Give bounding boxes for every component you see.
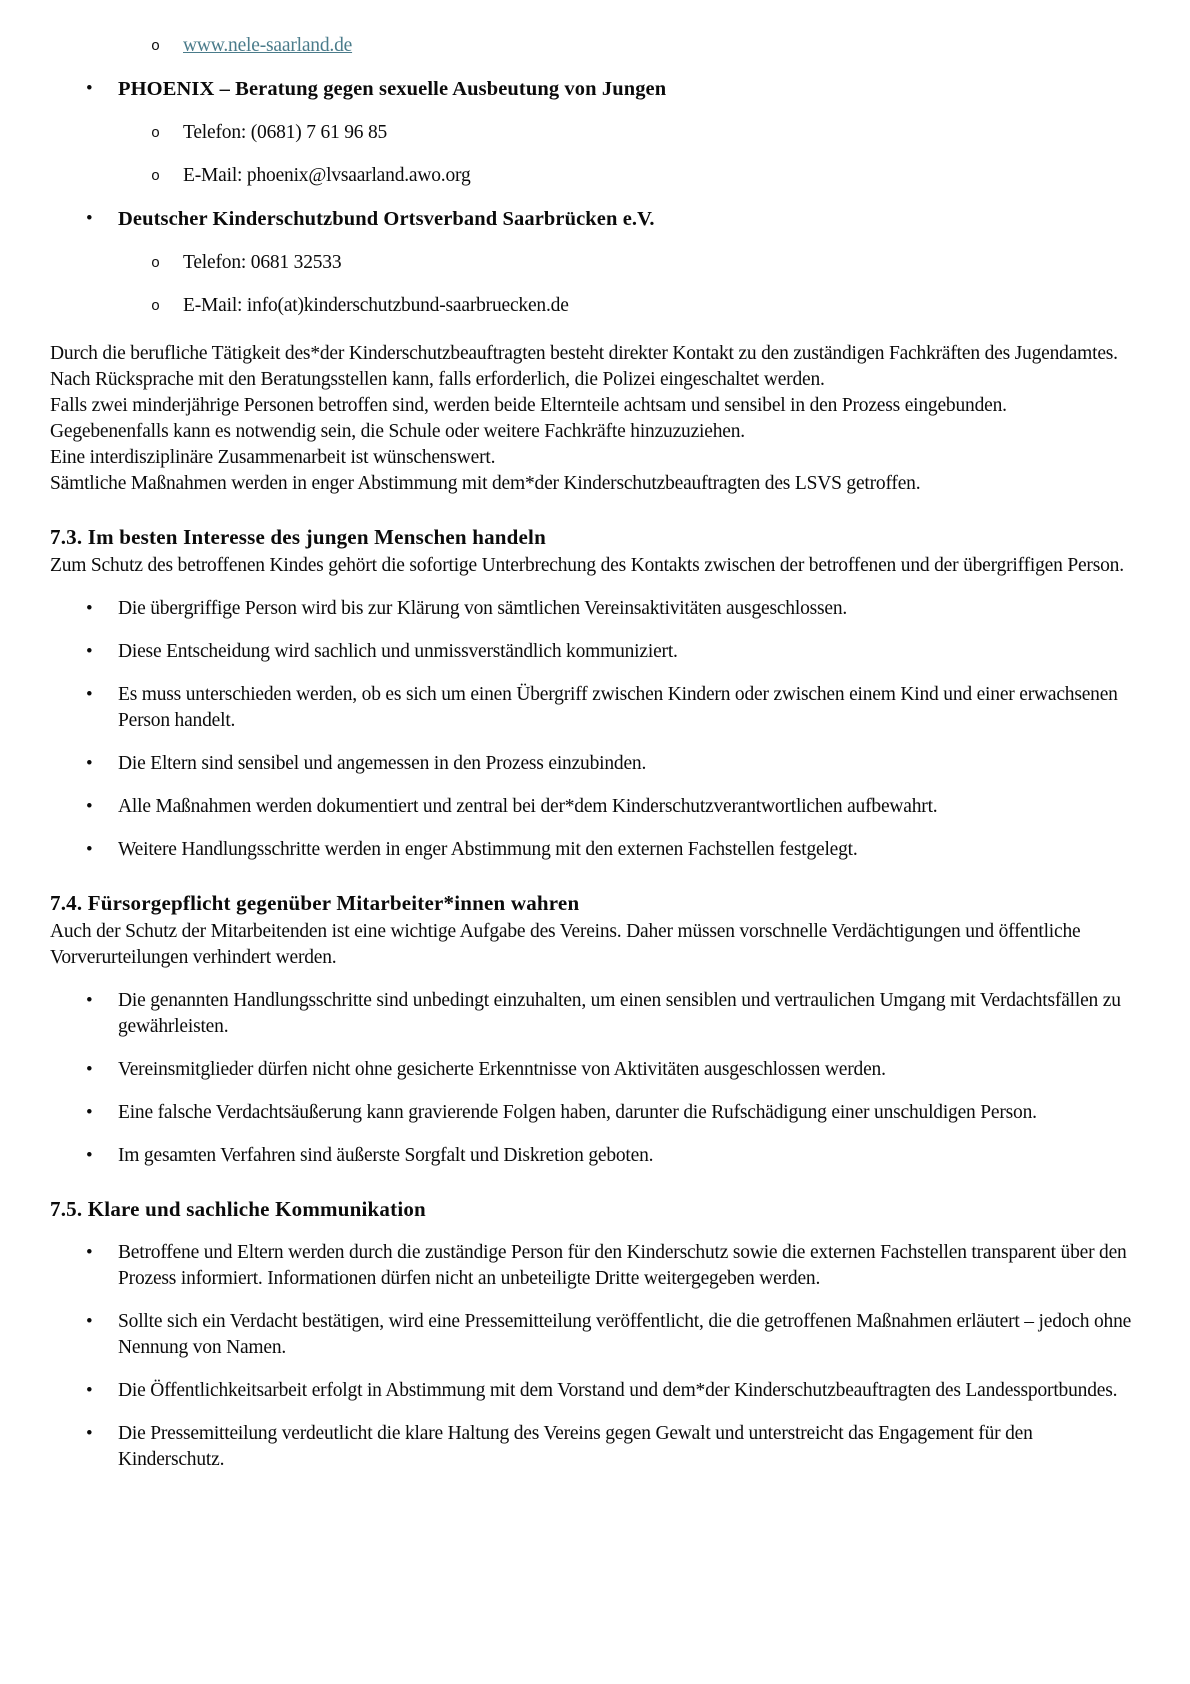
bullet-text: Eine falsche Verdachtsäußerung kann gravierende Folgen haben, darunter die Rufschädigung einer unschuldigen Person. [118,1102,1037,1123]
circle-bullet-icon: o [151,298,160,315]
bullet-icon: • [86,1102,93,1123]
paragraph-line: Nach Rücksprache mit den Beratungsstellen kann, falls erforderlich, die Polizei eingeschaltet werden. [50,369,825,390]
bullet-icon: • [86,1145,93,1166]
list-item [50,1309,1142,1361]
bullet-icon: • [86,598,93,619]
bullet-text: Sollte sich ein Verdacht bestätigen, wird eine Pressemitteilung veröffentlicht, die die getroffenen Maßnahmen erläutert – jedoch ohne Nennung von Namen. [118,1311,1132,1358]
section-bullets-7-3 [50,596,1142,863]
org-title: Deutscher Kinderschutzbund Ortsverband Saarbrücken e.V. [118,208,655,230]
bullet-text: Die Eltern sind sensibel und angemessen in den Prozess einzubinden. [118,753,647,774]
paragraph-line: Sämtliche Maßnahmen werden in enger Abstimmung mit dem*der Kinderschutzbeauftragten des LSVS getroffen. [50,473,921,494]
list-item [50,1100,1142,1126]
bullet-text: Betroffene und Eltern werden durch die zuständige Person für den Kinderschutz sowie die externen Fachstellen transparent über den Prozess informiert. Informationen dürfen nicht an unbeteiligte Dritte weitergegeben werden. [118,1242,1127,1289]
bullet-icon: • [86,1380,93,1401]
bullet-icon: • [86,684,93,705]
org-email: E-Mail: phoenix@lvsaarland.awo.org [183,165,471,186]
list-item-phone [50,250,1142,276]
bullet-icon: • [86,1242,93,1263]
list-item-phone [50,120,1142,146]
bullet-icon: • [86,1423,93,1444]
list-item [50,639,1142,665]
section-bullets-7-4 [50,988,1142,1169]
list-item [50,1240,1142,1292]
bullet-text: Vereinsmitglieder dürfen nicht ohne gesicherte Erkenntnisse von Aktivitäten ausgeschlossen werden. [118,1059,886,1080]
section-intro-7-3: Zum Schutz des betroffenen Kindes gehört die sofortige Unterbrechung des Kontakts zwischen der betroffenen und der übergriffigen Person. [50,555,1124,576]
bullet-icon: • [86,78,93,99]
list-item [50,596,1142,622]
list-item-email [50,163,1142,189]
list-item-org-kinderschutzbund [50,206,1142,233]
org-phone: Telefon: 0681 32533 [183,252,342,273]
bullet-text: Die Pressemitteilung verdeutlicht die klare Haltung des Vereins gegen Gewalt und unterstreicht das Engagement für den Kinderschutz. [118,1423,1033,1470]
paragraph-line: Falls zwei minderjährige Personen betroffen sind, werden beide Elternteile achtsam und sensibel in den Prozess eingebunden. [50,395,1007,416]
list-item [50,988,1142,1040]
list-item [50,837,1142,863]
list-item [50,1421,1142,1473]
body-paragraph [50,341,1142,497]
org-title: PHOENIX – Beratung gegen sexuelle Ausbeutung von Jungen [118,78,667,100]
bullet-text: Die genannten Handlungsschritte sind unbedingt einzuhalten, um einen sensiblen und vertraulichen Umgang mit Verdachtsfällen zu gewährleisten. [118,990,1121,1037]
bullet-icon: • [86,1059,93,1080]
bullet-icon: • [86,839,93,860]
section-heading-7-4: 7.4. Fürsorgepflicht gegenüber Mitarbeiter*innen wahren [50,891,580,915]
bullet-text: Die übergriffige Person wird bis zur Klärung von sämtlichen Vereinsaktivitäten ausgeschlossen. [118,598,848,619]
bullet-text: Die Öffentlichkeitsarbeit erfolgt in Abstimmung mit dem Vorstand und dem*der Kinderschutzbeauftragten des Landessportbundes. [118,1380,1118,1401]
bullet-icon: • [86,1311,93,1332]
list-item-org-phoenix [50,76,1142,103]
section-heading-7-3: 7.3. Im besten Interesse des jungen Menschen handeln [50,525,546,549]
circle-bullet-icon: o [151,38,160,55]
bullet-text: Im gesamten Verfahren sind äußerste Sorgfalt und Diskretion geboten. [118,1145,654,1166]
circle-bullet-icon: o [151,255,160,272]
bullet-text: Diese Entscheidung wird sachlich und unmissverständlich kommuniziert. [118,641,678,662]
bullet-text: Weitere Handlungsschritte werden in enger Abstimmung mit den externen Fachstellen festgelegt. [118,839,858,860]
org-phone: Telefon: (0681) 7 61 96 85 [183,122,388,143]
section-heading-7-5: 7.5. Klare und sachliche Kommunikation [50,1197,426,1221]
circle-bullet-icon: o [151,125,160,142]
bullet-icon: • [86,796,93,817]
list-item-website [50,33,1142,59]
bullet-icon: • [86,753,93,774]
paragraph-line: Durch die berufliche Tätigkeit des*der Kinderschutzbeauftragten besteht direkter Kontakt zu den zuständigen Fachkräften des Jugendamtes. [50,343,1118,364]
paragraph-line: Gegebenenfalls kann es notwendig sein, die Schule oder weitere Fachkräfte hinzuzuziehen. [50,421,745,442]
section-bullets-7-5 [50,1240,1142,1473]
bullet-icon: • [86,990,93,1011]
bullet-icon: • [86,208,93,229]
circle-bullet-icon: o [151,168,160,185]
list-item [50,682,1142,734]
bullet-icon: • [86,641,93,662]
paragraph-line: Eine interdisziplinäre Zusammenarbeit ist wünschenswert. [50,447,496,468]
nele-saarland-link[interactable]: www.nele-saarland.de [183,35,353,56]
list-item-email [50,293,1142,319]
section-intro-7-4: Auch der Schutz der Mitarbeitenden ist eine wichtige Aufgabe des Vereins. Daher müssen vorschnelle Verdächtigungen und öffentliche Vorverurteilungen verhindert werden. [50,921,1081,968]
bullet-text: Es muss unterschieden werden, ob es sich um einen Übergriff zwischen Kindern oder zwischen einem Kind und einer erwachsenen Person handelt. [118,684,1118,731]
list-item [50,1143,1142,1169]
list-item [50,1057,1142,1083]
list-item [50,1378,1142,1404]
bullet-text: Alle Maßnahmen werden dokumentiert und zentral bei der*dem Kinderschutzverantwortlichen aufbewahrt. [118,796,938,817]
list-item [50,794,1142,820]
org-email: E-Mail: info(at)kinderschutzbund-saarbruecken.de [183,295,569,316]
list-item [50,751,1142,777]
